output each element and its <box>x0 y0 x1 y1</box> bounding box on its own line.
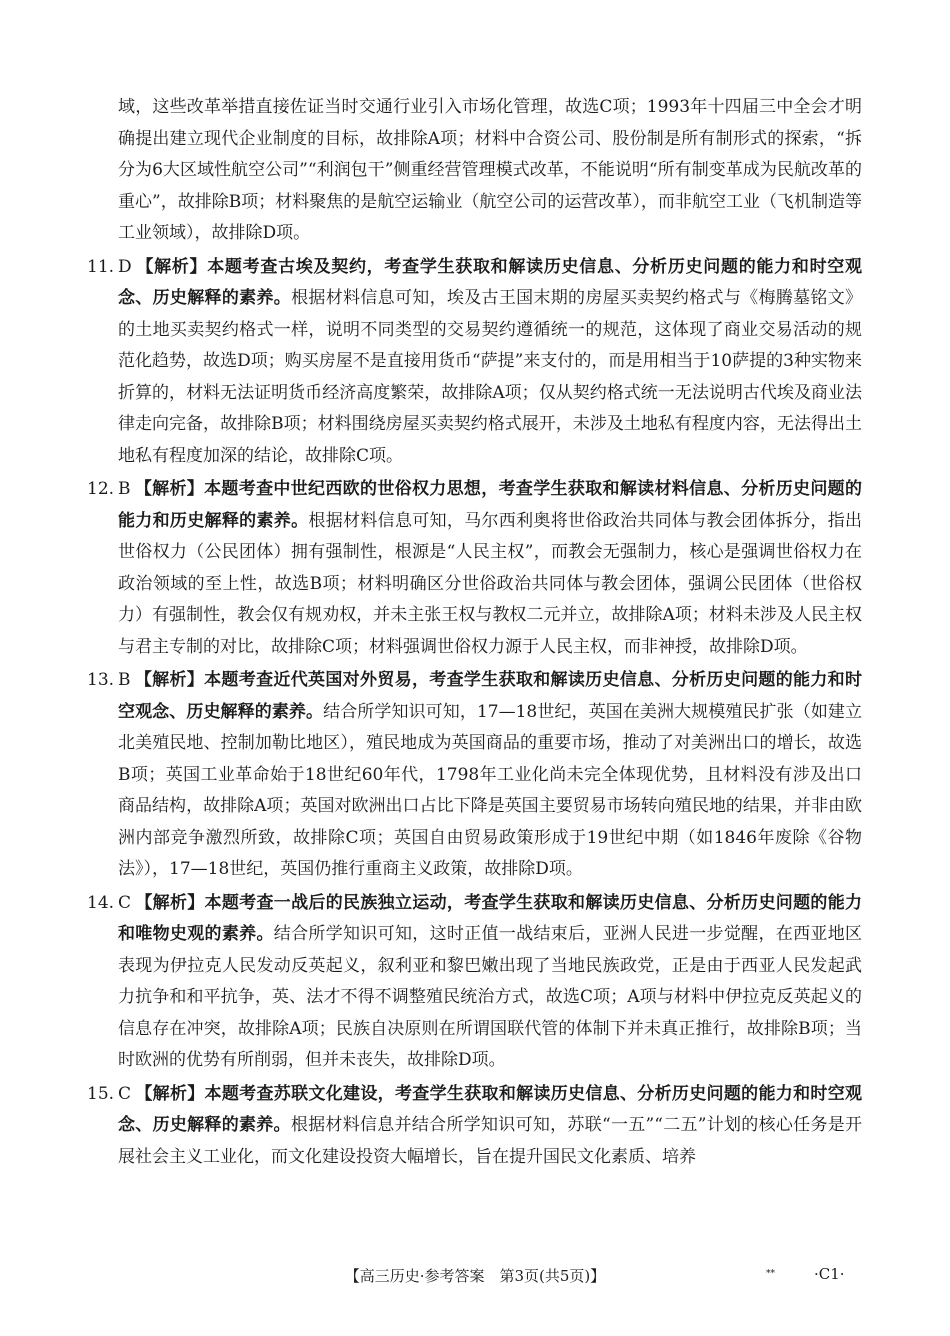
analysis-lead: 【解析】本题考查中世纪西欧的世俗权力思想，考查学生获取和解读材料信息、分析历史问题的能力和历史解释的素养。 <box>118 479 862 531</box>
analysis-lead: 【解析】本题考查苏联文化建设，考查学生获取和解读历史信息、分析历史问题的能力和时空观念、历史解释的素养。 <box>118 1083 862 1135</box>
footer-page-info: 【高三历史·参考答案 第3页(共5页)】 <box>344 1267 606 1285</box>
item-number: 13. <box>87 670 115 690</box>
analysis-body: 根据材料信息可知，埃及古王国末期的房屋买卖契约格式与《梅腾墓铭文》的土地买卖契约格式一样，说明不同类型的交易契约遵循统一的规范，这体现了商业交易活动的规范化趋势，故选D项；购买房屋不是直接用货币“萨提”来支付的，而是用相当于10萨提的3种实物来折算的，材料无法证明货币经济高度繁荣，故排除A项；仅从契约格式统一无法说明古代埃及商业法律走向完备，故排除B项；材料围绕房屋买卖契约格式展开，未涉及土地私有程度内容，无法得出土地私有程度加深的结论，故排除C项。 <box>118 288 863 466</box>
answer-letter: D <box>118 256 132 277</box>
item-number: 11. <box>87 256 115 277</box>
answer-letter: C <box>118 892 132 913</box>
analysis-body: 结合所学知识可知，17—18世纪，英国在美洲大规模殖民扩张（如建立北美殖民地、控制加勒比地区），殖民地成为英国商品的重要市场，推动了对美洲出口的增长，故选B项；英国工业革命始于18世纪60年代，1798年工业化尚未完全体现优势，且材料没有涉及出口商品结构，故排除A项；英国对欧洲出口占比下降是英国主要贸易市场转向殖民地的结果，并非由欧洲内部竞争激烈所致，故排除C项；英国自由贸易政策形成于19世纪中期（如1846年废除《谷物法》），17—18世纪，英国仍推行重商主义政策，故排除D项。 <box>118 701 863 879</box>
analysis-body: 根据材料信息并结合所学知识可知，苏联“一五”“二五”计划的核心任务是开展社会主义工业化，而文化建设投资大幅增长，旨在提升国民文化素质、培养 <box>118 1115 863 1167</box>
analysis-lead: 【解析】本题考查一战后的民族独立运动，考查学生获取和解读历史信息、分析历史问题的能力和唯物史观的素养。 <box>118 892 862 944</box>
item-number: 12. <box>87 479 115 499</box>
q10-continuation <box>87 92 862 250</box>
answer-letter: B <box>118 479 131 499</box>
item-number: 14. <box>87 892 115 913</box>
paragraph-text: 域，这些改革举措直接佐证当时交通行业引入市场化管理，故选C项；1993年十四届三中全会才明确提出建立现代企业制度的目标，故排除A项；材料中合资公司、股份制是所有制形式的探索，“拆分为6大区域性航空公司”“利润包干”侧重经营管理模式改革，不能说明“所有制变革成为民航改革的重心”，故排除B项；材料聚焦的是航空运输业（航空公司的运营改革），而非航空工业（飞机制造等工业领域），故排除D项。 <box>118 97 862 243</box>
answer-letter: B <box>118 670 131 690</box>
analysis-lead: 【解析】本题考查古埃及契约，考查学生获取和解读历史信息、分析历史问题的能力和时空观念、历史解释的素养。 <box>118 256 862 308</box>
answer-item-13 <box>87 665 862 886</box>
footer-mark: ** <box>766 1269 775 1279</box>
answer-letter: C <box>118 1083 132 1104</box>
answer-item-15 <box>87 1079 862 1174</box>
answer-item-11 <box>87 252 862 473</box>
analysis-lead: 【解析】本题考查近代英国对外贸易，考查学生获取和解读历史信息、分析历史问题的能力和时空观念、历史解释的素养。 <box>118 670 862 722</box>
item-number: 15. <box>87 1083 115 1104</box>
analysis-body: 根据材料信息可知，马尔西利奥将世俗政治共同体与教会团体拆分，指出世俗权力（公民团体）拥有强制性，根源是“人民主权”，而教会无强制力，核心是强调世俗权力在政治领域的至上性，故选B项；材料明确区分世俗政治共同体与教会团体，强调公民团体（世俗权力）有强制性，教会仅有规劝权，并未主张王权与教权二元并立，故排除A项；材料未涉及人民主权与君主专制的对比，故排除C项；材料强调世俗权力源于人民主权，而非神授，故排除D项。 <box>118 510 863 657</box>
answer-content <box>87 92 862 1173</box>
page-footer <box>0 1265 950 1289</box>
analysis-body: 结合所学知识可知，这时正值一战结束后，亚洲人民进一步觉醒，在西亚地区表现为伊拉克人民发动反英起义，叙利亚和黎巴嫩出现了当地民族政党，正是由于西亚人民发起武力抗争和和平抗争，英、法才不得不调整殖民统治方式，故选C项；A项与材料中伊拉克反英起义的信息存在冲突，故排除A项；民族自决原则在所谓国联代管的体制下并未真正推行，故排除B项；当时欧洲的优势有所削弱，但并未丧失，故排除D项。 <box>118 924 863 1070</box>
answer-item-12 <box>87 474 862 663</box>
footer-code: ·C1· <box>814 1265 845 1283</box>
answer-item-14 <box>87 888 862 1077</box>
